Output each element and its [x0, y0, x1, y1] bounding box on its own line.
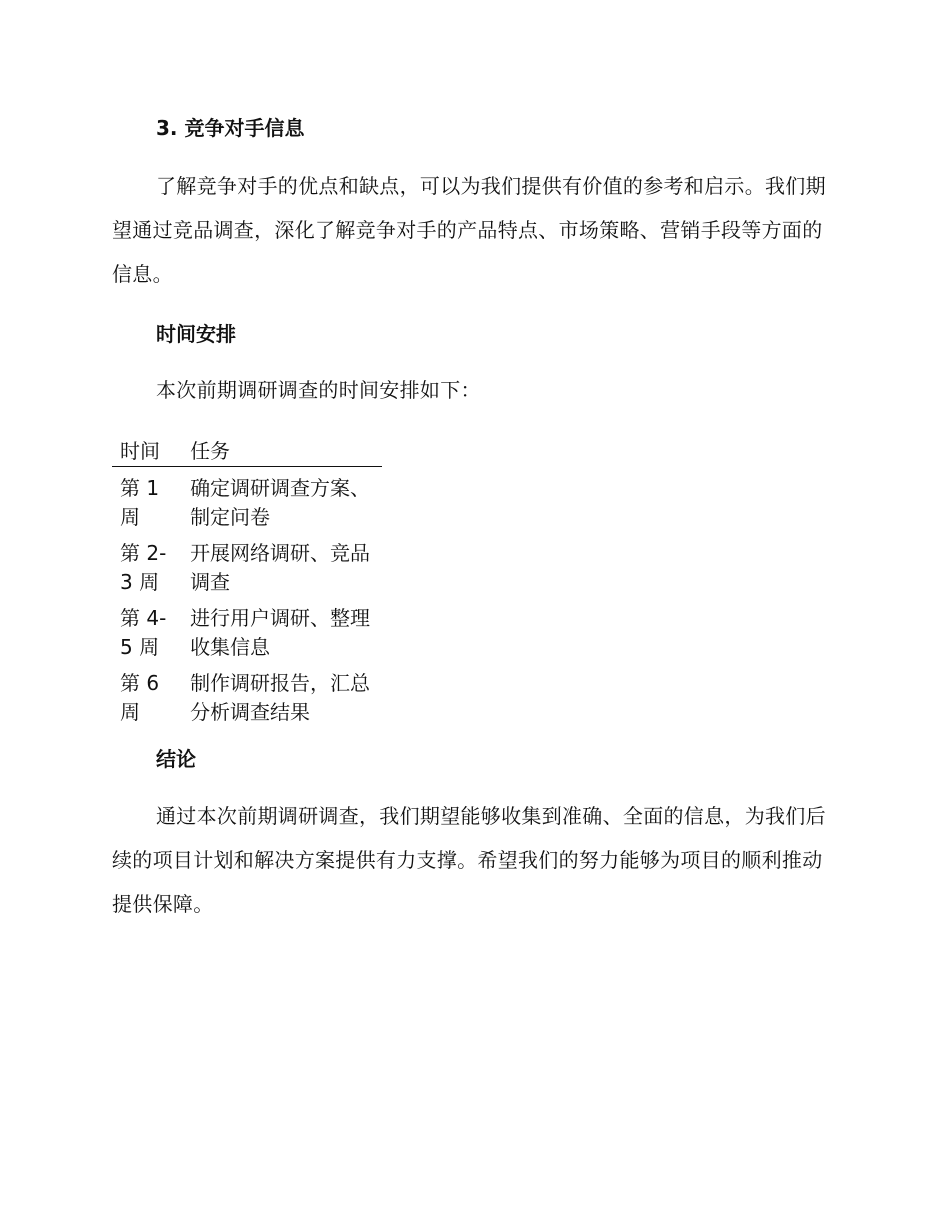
table-cell-time: 第 4-5 周	[120, 606, 167, 659]
table-row	[112, 467, 382, 533]
table-header-time: 时间	[112, 434, 182, 467]
table-row	[112, 597, 382, 662]
schedule-intro-paragraph: 本次前期调研调查的时间安排如下：	[156, 378, 481, 402]
competitor-info-paragraph: 了解竞争对手的优点和缺点，可以为我们提供有价值的参考和启示。我们期望通过竞品调查，深化了解竞争对手的产品特点、市场策略、营销手段等方面的信息。	[112, 174, 826, 286]
table-cell-task: 进行用户调研、整理收集信息	[190, 606, 371, 659]
schedule-table	[112, 434, 382, 727]
section-heading-schedule: 时间安排	[156, 322, 236, 346]
conclusion-paragraph: 通过本次前期调研调查，我们期望能够收集到准确、全面的信息，为我们后续的项目计划和解决方案提供有力支撑。希望我们的努力能够为项目的顺利推动提供保障。	[112, 804, 826, 916]
table-row	[112, 662, 382, 727]
table-cell-time: 第 2-3 周	[120, 541, 167, 594]
table-cell-time: 第 6 周	[120, 671, 160, 724]
table-cell-task: 制作调研报告，汇总分析调查结果	[190, 671, 371, 724]
section-heading-conclusion: 结论	[156, 747, 196, 771]
table-row	[112, 532, 382, 597]
section-heading-competitor-info: 3. 竞争对手信息	[156, 116, 305, 140]
table-cell-task: 开展网络调研、竞品调查	[190, 541, 371, 594]
table-cell-task: 确定调研调查方案、制定问卷	[190, 476, 371, 529]
table-header-task: 任务	[182, 434, 382, 467]
table-header-row	[112, 434, 382, 467]
table-cell-time: 第 1 周	[120, 476, 160, 529]
